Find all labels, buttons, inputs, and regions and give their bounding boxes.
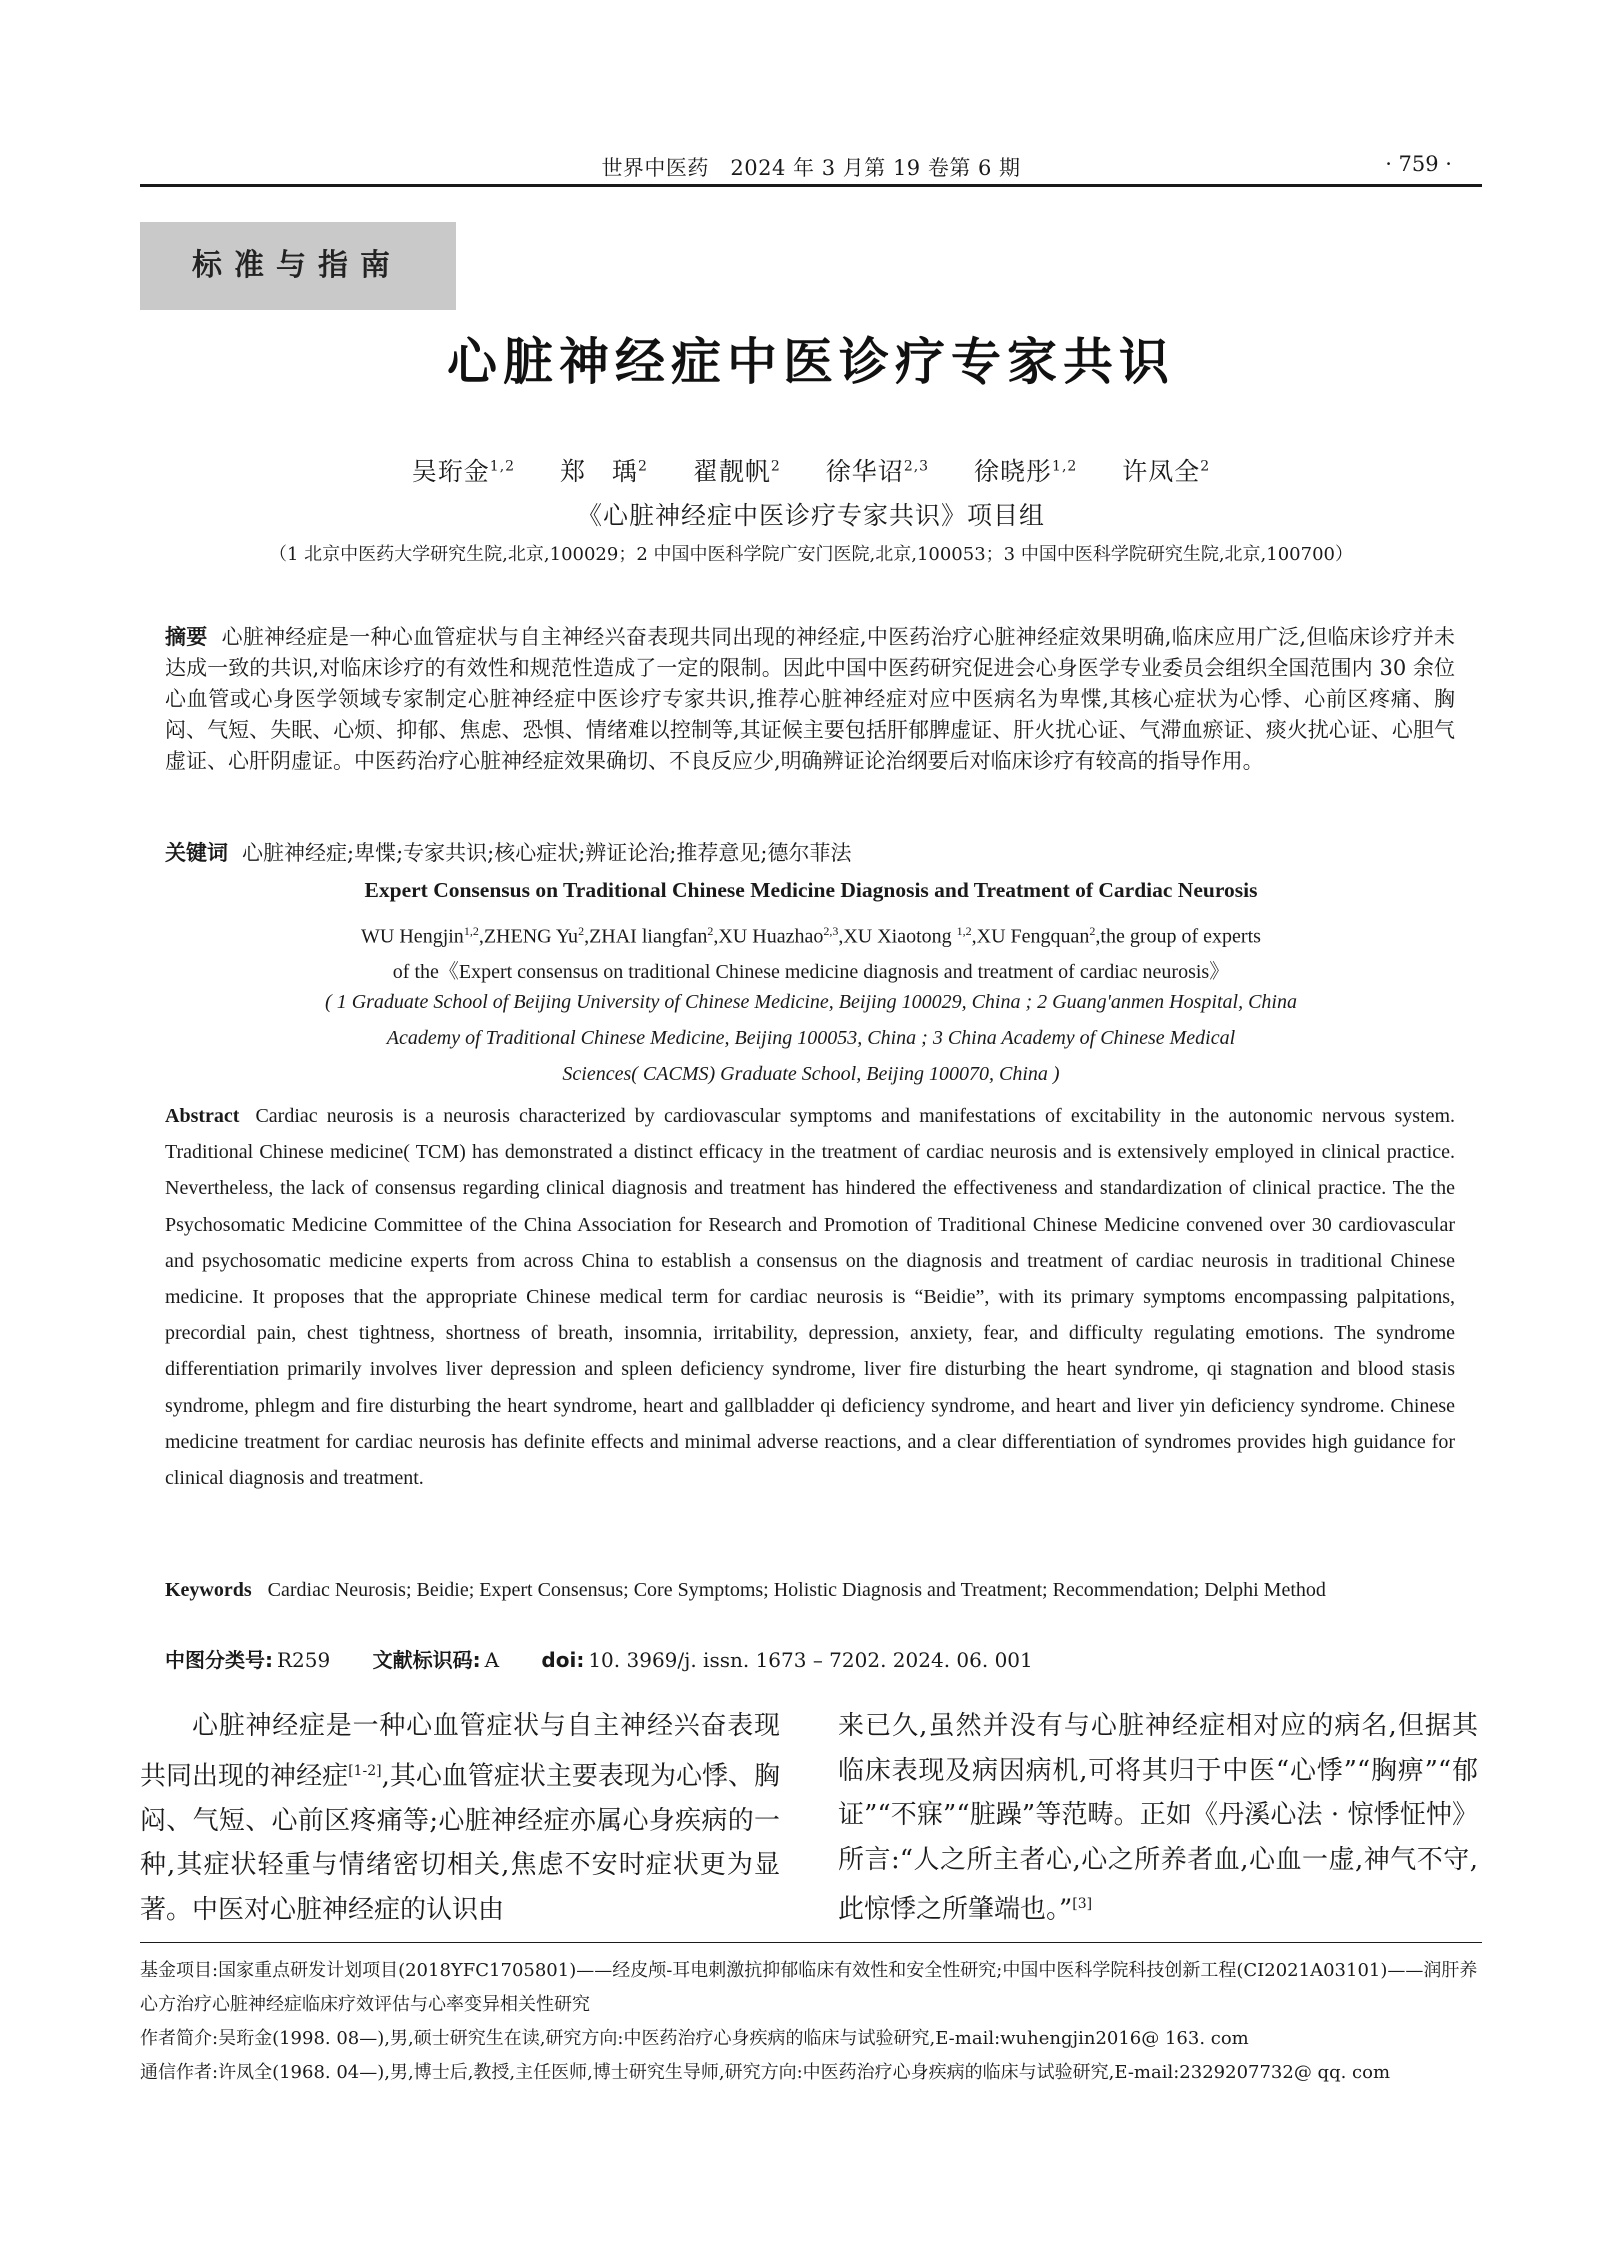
section-label-box: [140, 222, 456, 310]
author: 徐晓彤$^{1,2}$: [974, 457, 1078, 486]
page-number: · 759 ·: [1385, 152, 1452, 176]
en-abstract-label: Abstract: [165, 1105, 240, 1127]
author: 郑 瑀$^2$: [560, 457, 648, 486]
cn-abstract-label: 摘要: [165, 625, 208, 649]
en-author-list: WU Hengjin$^{1,2}$,ZHENG Yu$^2$,ZHAI liangfan$^2$,XU Huazhao$^{2,3}$,XU Xiaotong $^{1,2}$,XU Fengquan$^2$,the group of experts of the《Expert consensus on traditional Chinese medicine diagnosis and treatment of cardiac neurosis》: [140, 914, 1482, 990]
body-column-left: 心脏神经症是一种心血管症状与自主神经兴奋表现共同出现的神经症[1-2],其心血管症状主要表现为心悸、胸闷、气短、心前区疼痛等;心脏神经症亦属心身疾病的一种,其症状轻重与情绪密切相关,焦虑不安时症状更为显著。中医对心脏神经症的认识由: [140, 1711, 780, 1925]
journal-issue: 世界中医药 2024 年 3 月第 19 卷第 6 期: [601, 156, 1021, 180]
funding-note: 基金项目:国家重点研发计划项目(2018YFC1705801)——经皮颅-耳电刺激抗抑郁临床有效性和安全性研究;中国中医科学院科技创新工程(CI2021A03101)——润肝养心方治疗心脏神经症临床疗效评估与心率变异相关性研究: [140, 1960, 1478, 2015]
en-title: Expert Consensus on Traditional Chinese Medicine Diagnosis and Treatment of Cardiac Neurosis: [364, 878, 1258, 902]
footnotes: [140, 1954, 1482, 2090]
en-keywords-label: Keywords: [165, 1579, 252, 1601]
author: 吴珩金$^{1,2}$: [411, 457, 516, 486]
document-code: 文献标识码: A: [372, 1648, 500, 1672]
en-abstract: [165, 1098, 1455, 1496]
affiliations: （1 北京中医药大学研究生院,北京,100029；2 中国中医科学院广安门医院,北京,100053；3 中国中医科学院研究生院,北京,100700）: [269, 544, 1353, 565]
en-group-line: of the《Expert consensus on traditional Chinese medicine diagnosis and treatment of cardiac neurosis》: [392, 960, 1230, 983]
en-affiliations: ( 1 Graduate School of Beijing University of Chinese Medicine, Beijing 100029, China ; 2 Guang'anmen Hospital, China Academy of Traditional Chinese Medicine, Beijing 100053, China ; 3 China Academy of Chinese Medical Sciences( CACMS) Graduate School, Beijing 100070, China ): [325, 991, 1297, 1085]
author-bio-note: 作者简介:吴珩金(1998. 08—),男,硕士研究生在读,研究方向:中医药治疗心身疾病的临床与试验研究,E-mail:wuhengjin2016@ 163. com: [140, 2028, 1249, 2049]
en-keywords: [165, 1572, 1455, 1608]
cn-abstract: [165, 622, 1455, 777]
citation-ref: [3]: [1072, 1896, 1093, 1912]
cn-keywords-label: 关键词: [165, 841, 228, 865]
doi: doi: 10. 3969/j. issn. 1673 – 7202. 2024. 06. 001: [541, 1648, 1033, 1672]
cn-keywords: [165, 838, 1455, 869]
header-rule: [140, 184, 1482, 187]
cn-abstract-text: 心脏神经症是一种心血管症状与自主神经兴奋表现共同出现的神经症,中医药治疗心脏神经症效果明确,临床应用广泛,但临床诊疗并未达成一致的共识,对临床诊疗的有效性和规范性造成了一定的限制。因此中国中医药研究促进会心身医学专业委员会组织全国范围内 30 余位心血管或心身医学领域专家制定心脏神经症中医诊疗专家共识,推荐心脏神经症对应中医病名为卑惵,其核心症状为心悸、心前区疼痛、胸闷、气短、失眠、心烦、抑郁、焦虑、恐惧、情绪难以控制等,其证候主要包括肝郁脾虚证、肝火扰心证、气滞血瘀证、痰火扰心证、心胆气虚证、心肝阴虚证。中医药治疗心脏神经症效果确切、不良反应少,明确辨证论治纲要后对临床诊疗有较高的指导作用。: [165, 625, 1455, 773]
footnote-rule: [140, 1942, 1482, 1943]
author: 徐华诏$^{2,3}$: [825, 457, 930, 486]
cn-keywords-text: 心脏神经症;卑惵;专家共识;核心症状;辨证论治;推荐意见;德尔菲法: [242, 841, 852, 865]
clc-code: 中图分类号: R259: [165, 1648, 331, 1672]
citation-ref: [1-2]: [348, 1762, 382, 1779]
en-abstract-text: Cardiac neurosis is a neurosis characterized by cardiovascular symptoms and manifestations of excitability in the autonomic nervous system. Traditional Chinese medicine( TCM) has demonstrated a distinct efficacy in the treatment of cardiac neurosis and is extensively employed in clinical practice. Nevertheless, the lack of consensus regarding clinical diagnosis and treatment has hindered the effectiveness and standardization of clinical practice. The the Psychosomatic Medicine Committee of the China Association for Research and Promotion of Traditional Chinese Medicine convened over 30 cardiovascular and psychosomatic medicine experts from across China to establish a consensus on the diagnosis and treatment of cardiac neurosis in traditional Chinese medicine. It proposes that the appropriate Chinese medical term for cardiac neurosis is “Beidie”, with its primary symptoms encompassing palpitations, precordial pain, chest tightness, shortness of breath, insomnia, irritability, depression, anxiety, fear, and difficulty regulating emotions. The syndrome differentiation primarily involves liver depression and spleen deficiency syndrome, liver fire disturbing the heart syndrome, qi stagnation and blood stasis syndrome, phlegm and fire disturbing the heart syndrome, heart and gallbladder qi deficiency syndrome, and heart and liver yin deficiency syndrome. Chinese medicine treatment for cardiac neurosis has definite effects and minimal adverse reactions, and a clear differentiation of syndromes provides high guidance for clinical diagnosis and treatment.: [165, 1105, 1455, 1490]
author-group: 《心脏神经症中医诊疗专家共识》项目组: [576, 501, 1045, 530]
article-title: 心脏神经症中医诊疗专家共识: [447, 333, 1175, 391]
section-label: 标准与指南: [192, 248, 402, 283]
author: 许凤全$^2$: [1122, 457, 1211, 486]
author: 翟靓帆$^2$: [692, 457, 781, 486]
corresponding-author-note: 通信作者:许凤全(1968. 04—),男,博士后,教授,主任医师,博士研究生导师,研究方向:中医药治疗心身疾病的临床与试验研究,E-mail:2329207732@ qq. com: [140, 2062, 1391, 2083]
body-column-right: 来已久,虽然并没有与心脏神经症相对应的病名,但据其临床表现及病因病机,可将其归于中医“心悸”“胸痹”“郁证”“不寐”“脏躁”等范畴。正如《丹溪心法 · 惊悸怔忡》所言:“人之所主者心,心之所养者血,心血一虚,神气不守,此惊悸之所肇端也。”[3]: [838, 1711, 1478, 1925]
author-list: [140, 452, 1482, 488]
running-head: [140, 148, 1482, 184]
classification-line: [165, 1644, 1455, 1673]
en-keywords-text: Cardiac Neurosis; Beidie; Expert Consensus; Core Symptoms; Holistic Diagnosis and Treatment; Recommendation; Delphi Method: [267, 1579, 1326, 1601]
